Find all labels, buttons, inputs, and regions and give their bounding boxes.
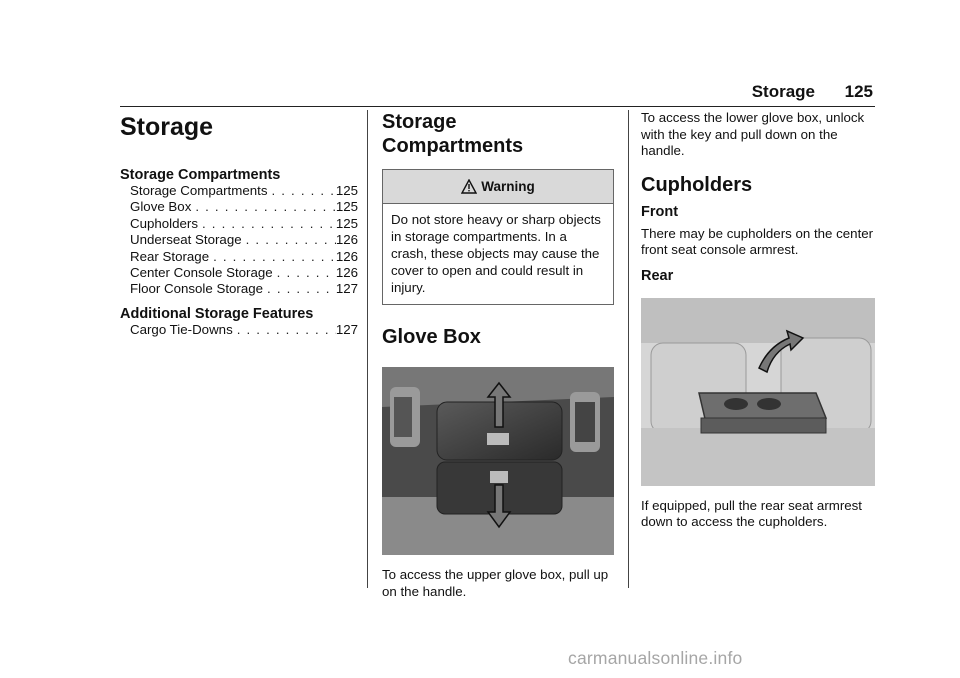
toc-entry-label: Cupholders xyxy=(130,215,199,231)
glove-box-upper-text: To access the upper glove box, pull up on the handle. xyxy=(382,567,609,599)
warning-triangle-icon xyxy=(461,179,477,194)
toc-entry-page: 125 xyxy=(335,215,358,231)
glove-box-photo xyxy=(382,367,614,555)
toc-leader-dots xyxy=(198,216,336,232)
section-title-line: Compartments xyxy=(382,135,524,158)
toc-entry-page: 127 xyxy=(335,321,358,337)
toc-entry-label: Cargo Tie-Downs xyxy=(130,321,233,337)
glove-box-lower-text: To access the lower glove box, unlock with the key and pull down on the handle. xyxy=(641,110,865,158)
warning-box xyxy=(382,169,614,305)
toc-entry-page: 125 xyxy=(335,199,358,215)
toc-entry-label: Glove Box xyxy=(130,199,192,215)
toc-list xyxy=(120,322,358,338)
toc-leader-dots xyxy=(191,199,335,215)
toc-entry[interactable] xyxy=(120,249,358,265)
toc-entry-label: Center Console Storage xyxy=(130,265,273,281)
storage-compartments-column xyxy=(382,110,614,600)
toc-entry-page: 126 xyxy=(335,232,358,248)
header-section-title: Storage xyxy=(751,82,815,101)
warning-text: Do not store heavy or sharp objects in storage compartments. In a crash, these objects may cause the cover to open and could result in injury. xyxy=(391,211,601,295)
front-heading: Front xyxy=(641,203,679,220)
toc-leader-dots xyxy=(273,265,336,281)
toc-entry[interactable] xyxy=(120,183,358,199)
toc-list xyxy=(120,183,358,298)
toc-entry[interactable] xyxy=(120,216,358,232)
toc-entry-label: Storage Compartments xyxy=(130,183,268,198)
toc-entry[interactable] xyxy=(120,232,358,248)
watermark-text: carmanualsonline.info xyxy=(568,648,743,668)
toc-group-heading: Additional Storage Features xyxy=(120,305,314,322)
toc-leader-dots xyxy=(263,281,336,297)
toc-entry-page: 126 xyxy=(335,265,358,281)
warning-header xyxy=(383,170,613,204)
toc-entry[interactable] xyxy=(120,281,358,297)
cupholders-column xyxy=(641,110,876,531)
toc-group-heading: Storage Compartments xyxy=(120,167,281,183)
toc-leader-dots xyxy=(233,322,336,338)
header-page-number: 125 xyxy=(844,82,873,101)
toc-entry[interactable] xyxy=(120,265,358,281)
rear-cupholder-photo xyxy=(641,298,875,486)
rear-heading: Rear xyxy=(641,267,674,284)
toc-entry-label: Floor Console Storage xyxy=(130,281,264,297)
toc-column xyxy=(120,110,358,338)
toc-leader-dots xyxy=(209,249,336,265)
toc-title: Storage xyxy=(120,113,214,141)
toc-leader-dots xyxy=(242,232,336,248)
cupholders-title: Cupholders xyxy=(641,173,753,196)
rear-cupholder-text: If equipped, pull the rear seat armrest down to access the cupholders. xyxy=(641,497,862,530)
front-cupholder-text: There may be cupholders on the center front seat console armrest. xyxy=(641,225,874,258)
warning-label: Warning xyxy=(481,178,535,194)
section-title-line: Storage xyxy=(382,111,457,133)
toc-entry-page: 127 xyxy=(335,281,358,297)
toc-entry-label: Rear Storage xyxy=(130,248,210,264)
toc-entry-page: 125 xyxy=(335,183,358,198)
glove-box-title: Glove Box xyxy=(382,325,481,348)
column-divider xyxy=(367,110,368,588)
toc-entry-page: 126 xyxy=(335,248,358,264)
toc-entry[interactable] xyxy=(120,322,358,338)
page-header xyxy=(120,82,875,107)
toc-entry-label: Underseat Storage xyxy=(130,232,242,248)
toc-entry[interactable] xyxy=(120,199,358,215)
toc-leader-dots xyxy=(267,183,335,199)
column-divider xyxy=(628,110,629,588)
